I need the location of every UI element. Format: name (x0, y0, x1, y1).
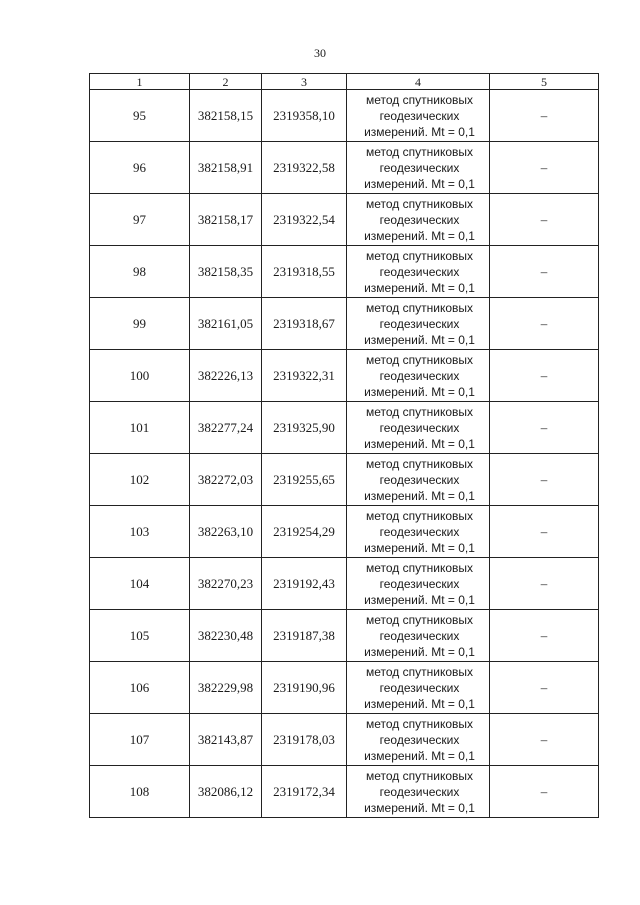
note-cell: – (490, 194, 599, 246)
method-text-line: метод спутниковых (365, 300, 473, 315)
method-cell (347, 766, 490, 818)
method-text-line: измерений. Mt = 0,1 (364, 228, 475, 243)
method-text-line: измерений. Mt = 0,1 (364, 488, 475, 503)
note-cell: – (490, 506, 599, 558)
method-text-line: измерений. Mt = 0,1 (364, 436, 475, 451)
point-number-cell: 104 (90, 558, 190, 610)
table-row (90, 454, 599, 506)
method-text-line: геодезических (379, 732, 460, 747)
x-coordinate-cell: 382161,05 (190, 298, 262, 350)
x-coordinate-cell: 382158,15 (190, 90, 262, 142)
point-number-cell: 95 (90, 90, 190, 142)
coordinates-table (89, 73, 599, 818)
method-text-line: геодезических (379, 784, 460, 799)
table-row (90, 506, 599, 558)
method-text-line: метод спутниковых (365, 768, 473, 783)
note-cell: – (490, 766, 599, 818)
method-cell (347, 454, 490, 506)
method-cell (347, 90, 490, 142)
x-coordinate-cell: 382272,03 (190, 454, 262, 506)
method-text-line: метод спутниковых (365, 92, 473, 107)
method-cell (347, 558, 490, 610)
method-text-line: геодезических (379, 576, 460, 591)
table-row (90, 298, 599, 350)
table-row (90, 90, 599, 142)
table-row (90, 714, 599, 766)
method-text-line: геодезических (379, 420, 460, 435)
method-text-line: метод спутниковых (365, 716, 473, 731)
x-coordinate-cell: 382270,23 (190, 558, 262, 610)
table-body (90, 90, 599, 818)
method-text-line: метод спутниковых (365, 456, 473, 471)
method-text-line: измерений. Mt = 0,1 (364, 748, 475, 763)
method-text-line: геодезических (379, 472, 460, 487)
table-header-row (90, 74, 599, 90)
table-row (90, 558, 599, 610)
table-row (90, 766, 599, 818)
method-cell (347, 142, 490, 194)
method-cell (347, 194, 490, 246)
y-coordinate-cell: 2319322,58 (262, 142, 347, 194)
y-coordinate-cell: 2319254,29 (262, 506, 347, 558)
point-number-cell: 107 (90, 714, 190, 766)
y-coordinate-cell: 2319322,31 (262, 350, 347, 402)
y-coordinate-cell: 2319178,03 (262, 714, 347, 766)
x-coordinate-cell: 382230,48 (190, 610, 262, 662)
point-number-cell: 108 (90, 766, 190, 818)
method-text-line: геодезических (379, 680, 460, 695)
point-number-cell: 102 (90, 454, 190, 506)
method-text-line: измерений. Mt = 0,1 (364, 332, 475, 347)
x-coordinate-cell: 382158,17 (190, 194, 262, 246)
method-text-line: геодезических (379, 160, 460, 175)
table-row (90, 610, 599, 662)
table-row (90, 662, 599, 714)
header-col-2: 2 (190, 74, 262, 90)
y-coordinate-cell: 2319190,96 (262, 662, 347, 714)
note-cell: – (490, 454, 599, 506)
method-text-line: метод спутниковых (365, 404, 473, 419)
method-text-line: метод спутниковых (365, 352, 473, 367)
note-cell: – (490, 714, 599, 766)
method-text-line: измерений. Mt = 0,1 (364, 644, 475, 659)
method-text-line: метод спутниковых (365, 144, 473, 159)
method-cell (347, 662, 490, 714)
method-text-line: измерений. Mt = 0,1 (364, 124, 475, 139)
method-text-line: измерений. Mt = 0,1 (364, 176, 475, 191)
x-coordinate-cell: 382277,24 (190, 402, 262, 454)
note-cell: – (490, 90, 599, 142)
header-col-5: 5 (490, 74, 599, 90)
x-coordinate-cell: 382158,35 (190, 246, 262, 298)
method-text-line: метод спутниковых (365, 560, 473, 575)
point-number-cell: 97 (90, 194, 190, 246)
x-coordinate-cell: 382226,13 (190, 350, 262, 402)
note-cell: – (490, 246, 599, 298)
table-row (90, 402, 599, 454)
point-number-cell: 105 (90, 610, 190, 662)
method-text-line: геодезических (379, 108, 460, 123)
note-cell: – (490, 558, 599, 610)
x-coordinate-cell: 382086,12 (190, 766, 262, 818)
method-text-line: измерений. Mt = 0,1 (364, 280, 475, 295)
y-coordinate-cell: 2319187,38 (262, 610, 347, 662)
method-text-line: геодезических (379, 628, 460, 643)
method-text-line: метод спутниковых (365, 248, 473, 263)
method-cell (347, 402, 490, 454)
point-number-cell: 96 (90, 142, 190, 194)
header-col-3: 3 (262, 74, 347, 90)
method-text-line: геодезических (379, 212, 460, 227)
method-cell (347, 298, 490, 350)
method-text-line: геодезических (379, 368, 460, 383)
method-text-line: измерений. Mt = 0,1 (364, 800, 475, 815)
note-cell: – (490, 350, 599, 402)
method-text-line: геодезических (379, 264, 460, 279)
method-cell (347, 610, 490, 662)
note-cell: – (490, 142, 599, 194)
note-cell: – (490, 402, 599, 454)
header-col-4: 4 (347, 74, 490, 90)
point-number-cell: 100 (90, 350, 190, 402)
note-cell: – (490, 662, 599, 714)
point-number-cell: 101 (90, 402, 190, 454)
method-cell (347, 714, 490, 766)
method-text-line: измерений. Mt = 0,1 (364, 540, 475, 555)
method-text-line: геодезических (379, 524, 460, 539)
y-coordinate-cell: 2319318,67 (262, 298, 347, 350)
method-text-line: метод спутниковых (365, 196, 473, 211)
y-coordinate-cell: 2319318,55 (262, 246, 347, 298)
method-text-line: метод спутниковых (365, 664, 473, 679)
method-text-line: измерений. Mt = 0,1 (364, 592, 475, 607)
y-coordinate-cell: 2319325,90 (262, 402, 347, 454)
header-col-1: 1 (90, 74, 190, 90)
point-number-cell: 106 (90, 662, 190, 714)
x-coordinate-cell: 382143,87 (190, 714, 262, 766)
point-number-cell: 98 (90, 246, 190, 298)
table-row (90, 350, 599, 402)
method-cell (347, 506, 490, 558)
x-coordinate-cell: 382158,91 (190, 142, 262, 194)
method-cell (347, 350, 490, 402)
x-coordinate-cell: 382229,98 (190, 662, 262, 714)
x-coordinate-cell: 382263,10 (190, 506, 262, 558)
method-text-line: метод спутниковых (365, 612, 473, 627)
y-coordinate-cell: 2319322,54 (262, 194, 347, 246)
method-text-line: геодезических (379, 316, 460, 331)
method-text-line: метод спутниковых (365, 508, 473, 523)
note-cell: – (490, 298, 599, 350)
y-coordinate-cell: 2319192,43 (262, 558, 347, 610)
method-text-line: измерений. Mt = 0,1 (364, 696, 475, 711)
table-row (90, 194, 599, 246)
table-row (90, 246, 599, 298)
table-row (90, 142, 599, 194)
note-cell: – (490, 610, 599, 662)
method-text-line: измерений. Mt = 0,1 (364, 384, 475, 399)
y-coordinate-cell: 2319255,65 (262, 454, 347, 506)
point-number-cell: 99 (90, 298, 190, 350)
method-cell (347, 246, 490, 298)
page-number: 30 (314, 46, 326, 60)
y-coordinate-cell: 2319358,10 (262, 90, 347, 142)
y-coordinate-cell: 2319172,34 (262, 766, 347, 818)
point-number-cell: 103 (90, 506, 190, 558)
